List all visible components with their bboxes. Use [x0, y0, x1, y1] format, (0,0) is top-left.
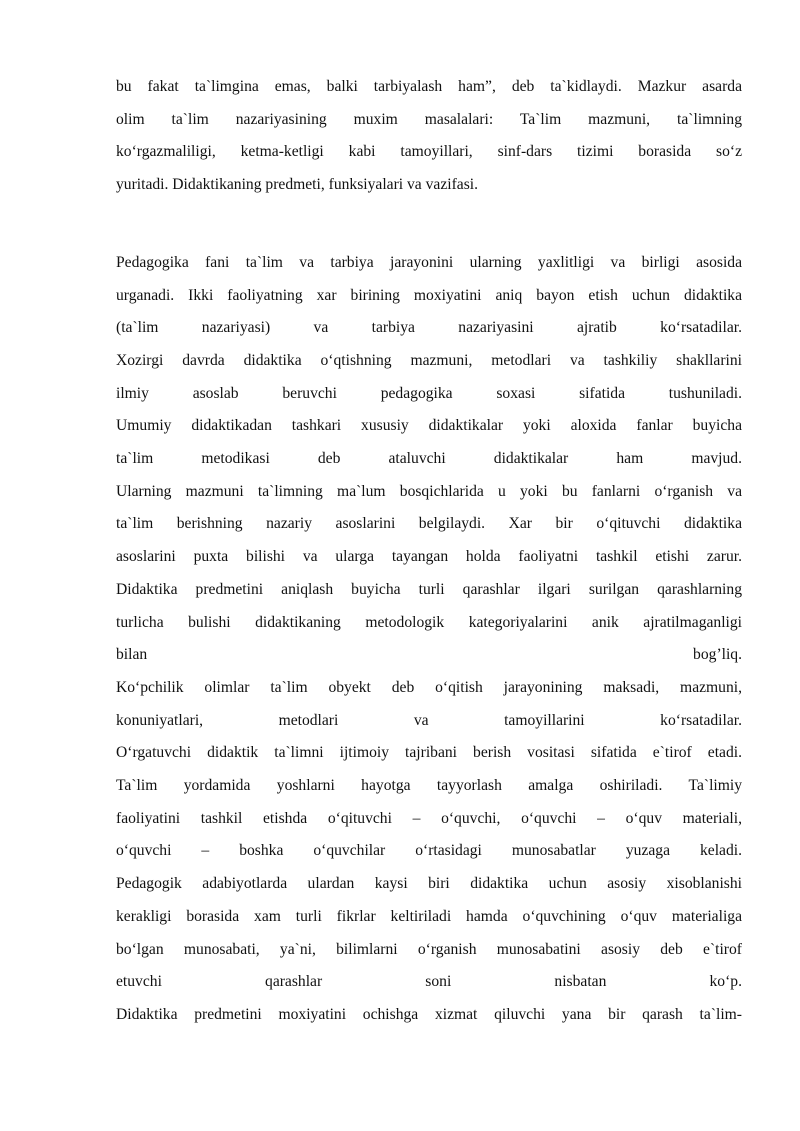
text-line: o‘quvchi – boshka o‘quvchilar o‘rtasidagi munosabatlar yuzaga keladi.: [116, 842, 742, 860]
text-line: urganadi. Ikki faoliyatning xar birining moxiyatini aniq bayon etish uchun didaktika: [116, 286, 742, 304]
paragraph-intro: [116, 71, 742, 202]
text-line: Didaktika predmetini moxiyatini ochishga xizmat qiluvchi yana bir qarash ta`lim-: [116, 1005, 742, 1023]
text-line: ko‘rgazmaliligi, ketma-ketligi kabi tamoyillari, sinf-dars tizimi borasida so‘z: [116, 143, 742, 161]
text-line: yuritadi. Didaktikaning predmeti, funksiyalari va vazifasi.: [116, 176, 479, 194]
text-line: Pedagogik adabiyotlarda ulardan kaysi biri didaktika uchun asosiy xisoblanishi: [116, 875, 742, 893]
text-line: kerakligi borasida xam turli fikrlar keltiriladi hamda o‘quvchining o‘quv materialiga: [116, 907, 742, 925]
text-line: konuniyatlari, metodlari va tamoyillarini ko‘rsatadilar.: [116, 711, 742, 729]
text-line: ilmiy asoslab beruvchi pedagogika soxasi sifatida tushuniladi.: [116, 384, 742, 402]
text-line: bu fakat ta`limgina emas, balki tarbiyalash ham”, deb ta`kidlaydi. Mazkur asarda: [116, 78, 742, 95]
text-line: etuvchi qarashlar soni nisbatan ko‘p.: [116, 973, 742, 991]
text-line: bo‘lgan munosabati, ya`ni, bilimlarni o‘rganish munosabatini asosiy deb e`tirof: [116, 940, 742, 958]
text-line: ta`lim berishning nazariy asoslarini belgilaydi. Xar bir o‘qituvchi didaktika: [116, 515, 742, 533]
text-line: O‘rgatuvchi didaktik ta`limni ijtimoiy tajribani berish vositasi sifatida e`tirof etadi.: [116, 744, 742, 762]
paragraph-gap: [116, 202, 742, 247]
text-line: olim ta`lim nazariyasining muxim masalalari: Ta`lim mazmuni, ta`limning: [116, 110, 742, 128]
text-line: Umumiy didaktikadan tashkari xususiy didaktikalar yoki aloxida fanlar buyicha: [116, 417, 742, 435]
text-line: Ta`lim yordamida yoshlarni hayotga tayyorlash amalga oshiriladi. Ta`limiy: [116, 777, 742, 795]
text-line: Ko‘pchilik olimlar ta`lim obyekt deb o‘qitish jarayonining maksadi, mazmuni,: [116, 678, 742, 696]
text-line: bilan bog’liq.: [116, 646, 742, 664]
text-line: Didaktika predmetini aniqlash buyicha turli qarashlar ilgari surilgan qarashlarning: [116, 580, 742, 598]
text-line: turlicha bulishi didaktikaning metodologik kategoriyalarini anik ajratilmaganligi: [116, 613, 742, 631]
text-line: (ta`lim nazariyasi) va tarbiya nazariyasini ajratib ko‘rsatadilar.: [116, 319, 742, 337]
text-line: ta`lim metodikasi deb ataluvchi didaktikalar ham mavjud.: [116, 450, 742, 468]
text-line: Ularning mazmuni ta`limning ma`lum bosqichlarida u yoki bu fanlarni o‘rganish va: [116, 482, 742, 500]
paragraph-main: [116, 247, 742, 1032]
text-line: asoslarini puxta bilishi va ularga tayangan holda faoliyatni tashkil etishi zarur.: [116, 548, 742, 566]
text-line: faoliyatini tashkil etishda o‘qituvchi – o‘quvchi, o‘quvchi – o‘quv materiali,: [116, 809, 742, 827]
document-page: [116, 71, 742, 1032]
text-line: Xozirgi davrda didaktika o‘qtishning mazmuni, metodlari va tashkiliy shakllarini: [116, 351, 742, 369]
text-line: Pedagogika fani ta`lim va tarbiya jarayonini ularning yaxlitligi va birligi asosida: [116, 253, 742, 271]
